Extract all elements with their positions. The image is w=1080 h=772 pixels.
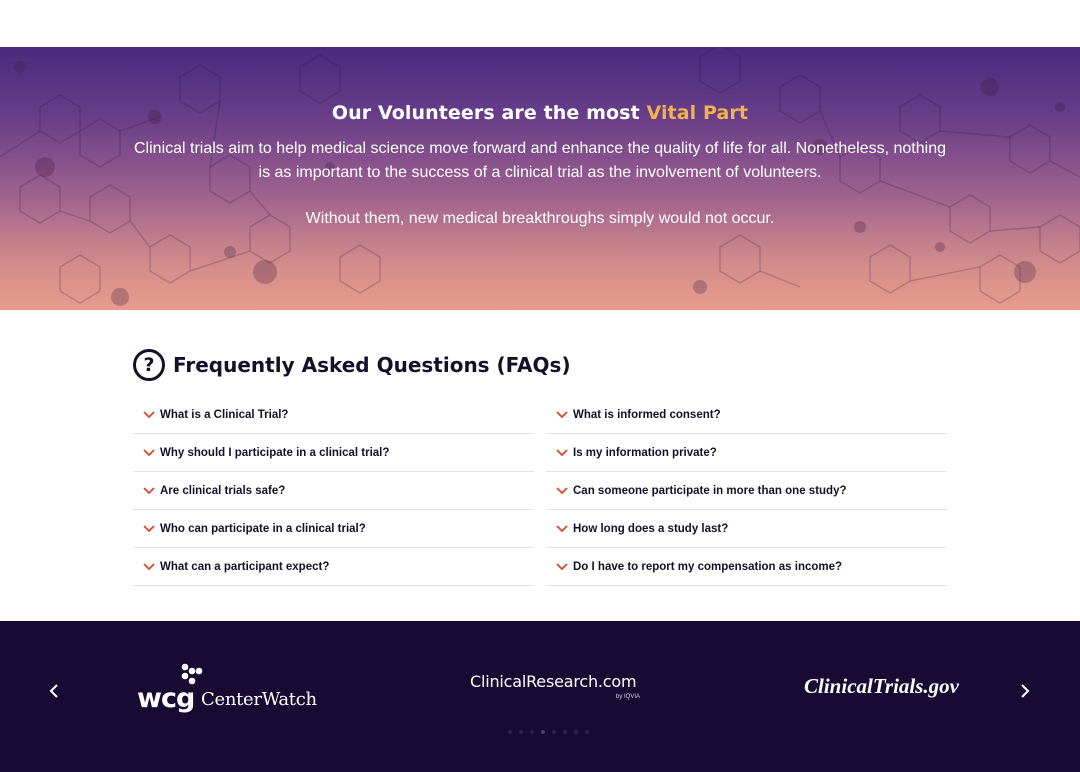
carousel-dot[interactable] — [530, 730, 534, 734]
carousel-pagination — [508, 730, 589, 734]
hero-paragraph: Clinical trials aim to help medical science move forward and enhance the quality of life for all. Nonetheless, nothing is as important to the success of a clinical trial as the involvement of volunteers. — [134, 140, 946, 181]
chevron-down-icon — [143, 562, 159, 572]
hero-title — [0, 102, 1080, 124]
chevron-down-icon — [556, 410, 572, 420]
question-circle-icon: ? — [133, 349, 165, 381]
chevron-down-icon — [143, 524, 159, 534]
chevron-right-icon — [1020, 683, 1030, 699]
faq-item[interactable] — [133, 510, 534, 548]
faq-question: Do I have to report my compensation as income? — [573, 560, 843, 573]
chevron-down-icon — [556, 524, 572, 534]
chevron-down-icon — [556, 562, 572, 572]
faq-question: Can someone participate in more than one study? — [573, 484, 847, 497]
faq-question: What is a Clinical Trial? — [160, 408, 289, 421]
carousel-dot[interactable] — [552, 730, 556, 734]
carousel-dot[interactable] — [563, 730, 567, 734]
chevron-down-icon — [143, 448, 159, 458]
clinicaltrials-gov-logo[interactable]: ClinicalTrials.gov — [804, 674, 959, 698]
hero-title-accent: Vital Part — [646, 102, 749, 124]
centerwatch-wordmark: CenterWatch — [201, 689, 317, 710]
faq-question: What is informed consent? — [573, 408, 721, 421]
carousel-dot[interactable] — [574, 730, 578, 734]
faq-title: Frequently Asked Questions (FAQs) — [173, 353, 571, 377]
faq-question: Is my information private? — [573, 446, 717, 459]
faq-item[interactable] — [546, 472, 947, 510]
carousel-prev-button[interactable] — [44, 681, 64, 701]
clinicalresearch-logo[interactable] — [470, 672, 650, 708]
faq-question: Why should I participate in a clinical trial? — [160, 446, 390, 459]
hero-paragraph-closing: Without them, new medical breakthroughs simply would not occur. — [305, 210, 775, 227]
faq-column-right — [546, 396, 947, 586]
carousel-dot[interactable] — [585, 730, 589, 734]
chevron-down-icon — [556, 448, 572, 458]
carousel-next-button[interactable] — [1015, 681, 1035, 701]
faq-item[interactable] — [546, 548, 947, 586]
carousel-dot[interactable] — [508, 730, 512, 734]
faq-item[interactable] — [546, 396, 947, 434]
hero-title-prefix: Our Volunteers are the most — [331, 102, 647, 124]
clinicalresearch-wordmark: ClinicalResearch.com — [470, 672, 637, 691]
faq-question: What can a participant expect? — [160, 560, 330, 573]
hero-banner — [0, 47, 1080, 310]
chevron-down-icon — [143, 486, 159, 496]
wcg-centerwatch-logo[interactable] — [137, 661, 317, 721]
faq-question: Who can participate in a clinical trial? — [160, 522, 366, 535]
faq-item[interactable] — [133, 434, 534, 472]
chevron-down-icon — [143, 410, 159, 420]
faq-heading — [133, 348, 571, 382]
faq-column-left — [133, 396, 534, 586]
faq-question: Are clinical trials safe? — [160, 484, 286, 497]
faq-item[interactable] — [546, 510, 947, 548]
chevron-left-icon — [49, 683, 59, 699]
faq-item[interactable] — [133, 548, 534, 586]
faq-item[interactable] — [133, 472, 534, 510]
faq-item[interactable] — [546, 434, 947, 472]
clinicalresearch-byline: by IQVIA — [616, 694, 641, 700]
chevron-down-icon — [556, 486, 572, 496]
carousel-dot[interactable] — [519, 730, 523, 734]
faq-item[interactable] — [133, 396, 534, 434]
wcg-wordmark: wcg — [137, 683, 195, 714]
partner-logo-carousel — [0, 621, 1080, 772]
faq-question: How long does a study last? — [573, 522, 729, 535]
carousel-dot-active[interactable] — [541, 730, 545, 734]
